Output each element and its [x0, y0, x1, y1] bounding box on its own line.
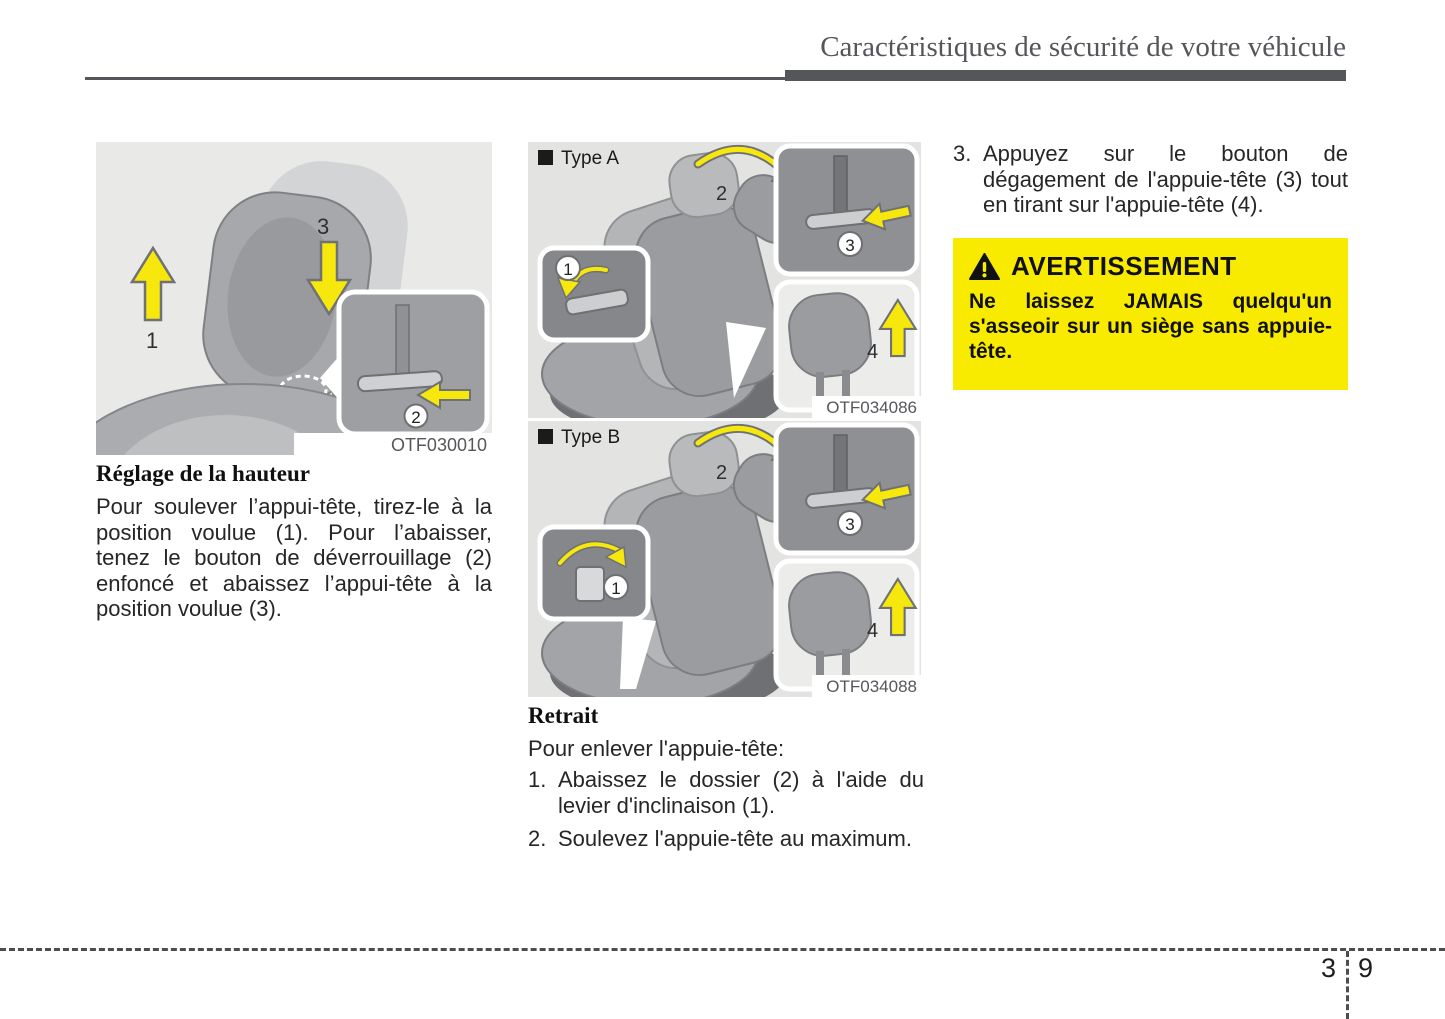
section-body-height: Pour soulever l’appui-tête, tirez-le à la position voulue (1). Pour l’abaisser, tenez le bouton de déverrouillage (2) enfoncé et abaissez l’appui-tête à la position voulue (3).: [96, 494, 492, 621]
callout-4: 4: [867, 620, 879, 642]
warning-box: [953, 238, 1348, 390]
callout-1: 1: [611, 579, 621, 598]
figure-type-b: [528, 421, 921, 697]
header-rule-thick: [785, 70, 1346, 81]
type-b-illustration: [528, 421, 921, 697]
page-title: Caractéristiques de sécurité de votre véhicule: [820, 31, 1346, 63]
type-b-label: Type B: [561, 427, 621, 448]
callout-4: 4: [867, 341, 879, 363]
type-a-label: Type A: [561, 148, 620, 169]
section-heading-height: Réglage de la hauteur: [96, 461, 311, 486]
step-text: Appuyez sur le bouton de dégagement de l'appuie-tête (3) tout en tirant sur l'appuie-tête (4).: [983, 141, 1348, 217]
step-number: 1.: [528, 767, 547, 792]
footer-dashed-vertical: [1346, 951, 1349, 1019]
type-a-square-bullet: [538, 150, 553, 165]
type-b-square-bullet: [538, 429, 553, 444]
release-button-inset: [339, 292, 487, 434]
warning-header: [969, 251, 1332, 282]
figure-height-adjustment: [96, 142, 492, 455]
footer-page-number: 9: [1358, 953, 1374, 983]
callout-2: 2: [716, 462, 728, 484]
callout-3: 3: [845, 515, 855, 534]
section-heading-removal: Retrait: [528, 703, 599, 728]
figure-code: OTF034088: [826, 677, 917, 696]
headrest-pull-inset: [776, 282, 917, 410]
callout-2: 2: [716, 183, 728, 205]
warning-body: Ne laissez JAMAIS quelqu'un s'asseoir sur un siège sans appuie-tête.: [969, 290, 1332, 363]
step-number: 3.: [953, 141, 972, 166]
callout-1: 1: [563, 260, 573, 279]
release-button-inset: [776, 146, 917, 274]
recline-knob-inset: [540, 527, 648, 619]
step-text: Abaissez le dossier (2) à l'aide du levier d'inclinaison (1).: [558, 767, 924, 818]
removal-intro: Pour enlever l'appuie-tête:: [528, 736, 785, 761]
removal-step-3: [953, 141, 1348, 218]
removal-step-2: [528, 826, 924, 852]
figure-type-a: [528, 142, 921, 418]
callout-1: 1: [146, 328, 159, 353]
release-button-inset: [776, 425, 917, 553]
footer-dashed-line: [0, 948, 1445, 951]
figure-code: OTF034086: [826, 398, 917, 417]
headrest-pull-inset: [776, 561, 917, 689]
header-rule-thin: [85, 77, 788, 80]
type-a-illustration: [528, 142, 921, 418]
step-text: Soulevez l'appuie-tête au maximum.: [558, 826, 912, 851]
figure-code: OTF030010: [390, 435, 487, 455]
step-number: 2.: [528, 826, 547, 851]
warning-title: AVERTISSEMENT: [1011, 251, 1237, 281]
footer-chapter-number: 3: [1320, 953, 1336, 983]
callout-3: 3: [845, 236, 855, 255]
recline-lever-inset: [540, 248, 648, 340]
warning-triangle-icon: [969, 253, 1000, 281]
height-adjustment-illustration: [96, 142, 492, 455]
removal-step-1: [528, 767, 924, 818]
callout-2: 2: [411, 408, 421, 427]
callout-3: 3: [317, 214, 330, 239]
